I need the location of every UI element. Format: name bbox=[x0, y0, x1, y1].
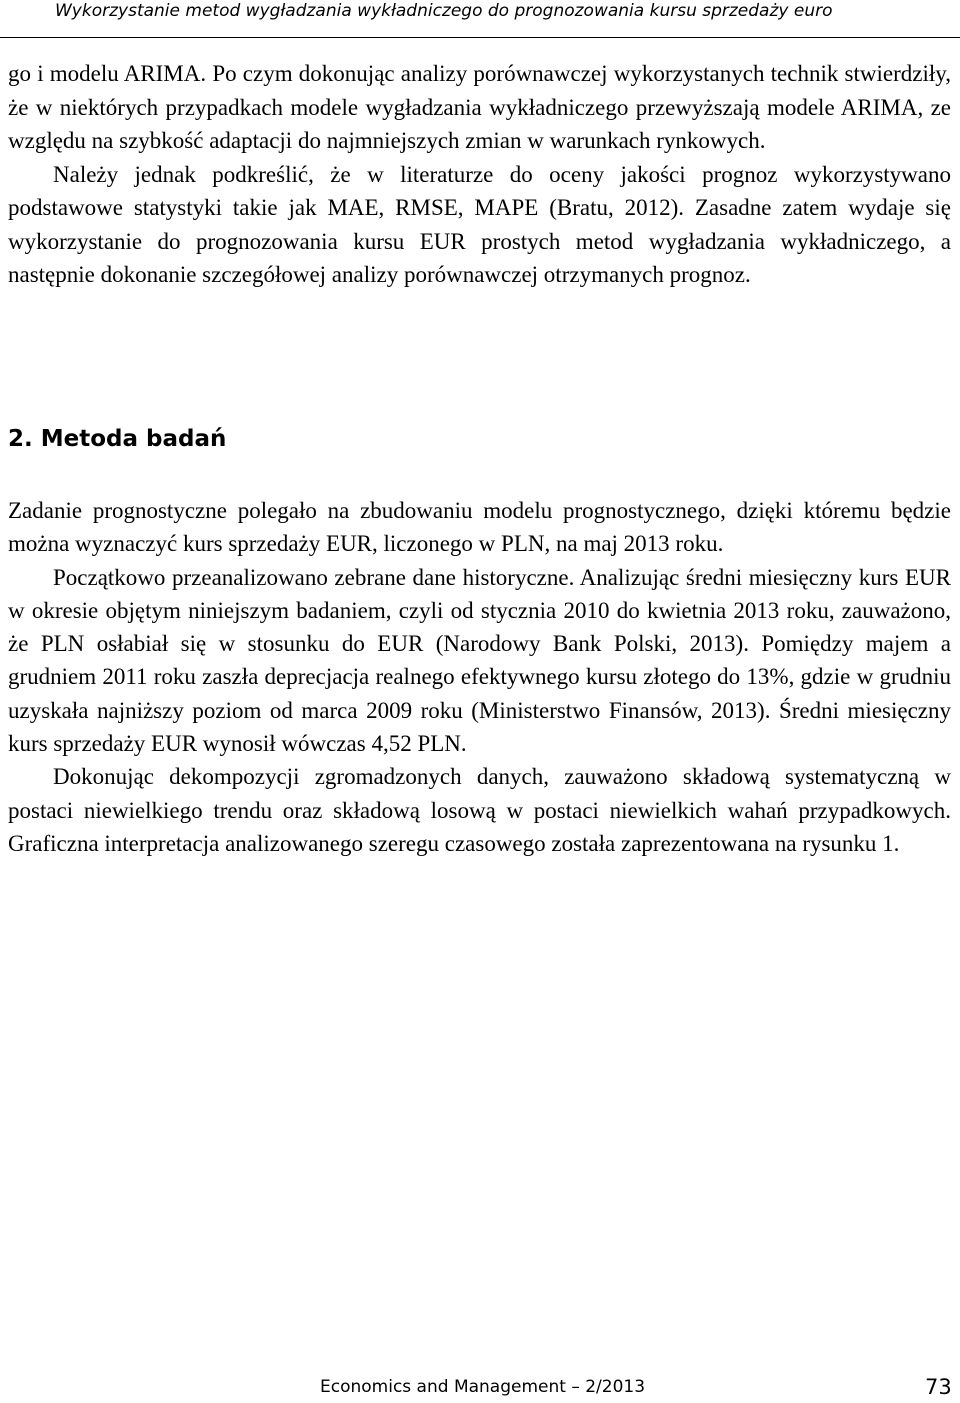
text-block-intro bbox=[8, 57, 951, 292]
paragraph-continuation: go i modelu ARIMA. Po czym dokonując analizy porównawczej wykorzystanych technik stwierdziły, że w niektórych przypadkach modele wygładzania wykładniczego przewyższają modele ARIMA, ze względu na szybkość adaptacji do najmniejszych zmian w warunkach rynkowych. bbox=[8, 61, 951, 153]
text-block-method bbox=[8, 494, 951, 860]
paragraph-historical-data: Początkowo przeanalizowano zebrane dane historyczne. Analizując średni miesięczny kurs EUR w okresie objętym niniejszym badaniem, czyli od stycznia 2010 do kwietnia 2013 roku, zauważono, że PLN osłabiał się w stosunku do EUR (Narodowy Bank Polski, 2013). Pomiędzy majem a grudniem 2011 roku zaszła deprecjacja realnego efektywnego kursu złotego do 13%, gdzie w grudniu uzyskała najniższy poziom od marca 2009 roku (Ministerstwo Finansów, 2013). Średni miesięczny kurs sprzedaży EUR wynosił wówczas 4,52 PLN. bbox=[8, 564, 951, 757]
paragraph-evaluation: Należy jednak podkreślić, że w literaturze do oceny jakości prognoz wykorzystywano podstawowe statystyki takie jak MAE, RMSE, MAPE (Bratu, 2012). Zasadne zatem wydaje się wykorzystanie do prognozowania kursu EUR prostych metod wygładzania wykładniczego, a następnie dokonanie szczegółowej analizy porównawczej otrzymanych prognoz. bbox=[8, 161, 951, 287]
paragraph-task: Zadanie prognostyczne polegało na zbudowaniu modelu prognostycznego, dzięki któremu będzie można wyznaczyć kurs sprzedaży EUR, liczonego w PLN, na maj 2013 roku. bbox=[8, 498, 951, 557]
section-heading: 2. Metoda badań bbox=[8, 426, 227, 452]
footer-journal: Economics and Management – 2/2013 bbox=[320, 1377, 646, 1397]
running-title: Wykorzystanie metod wygładzania wykładniczego do prognozowania kursu sprzedaży euro bbox=[55, 1, 833, 21]
running-header bbox=[0, 0, 960, 38]
page-number: 73 bbox=[925, 1375, 952, 1399]
paragraph-decomposition: Dokonując dekompozycji zgromadzonych danych, zauważono składową systematyczną w postaci niewielkiego trendu oraz składową losową w postaci niewielkich wahań przypadkowych. Graficzna interpretacja analizowanego szeregu czasowego została zaprezentowana na rysunku 1. bbox=[8, 764, 951, 856]
